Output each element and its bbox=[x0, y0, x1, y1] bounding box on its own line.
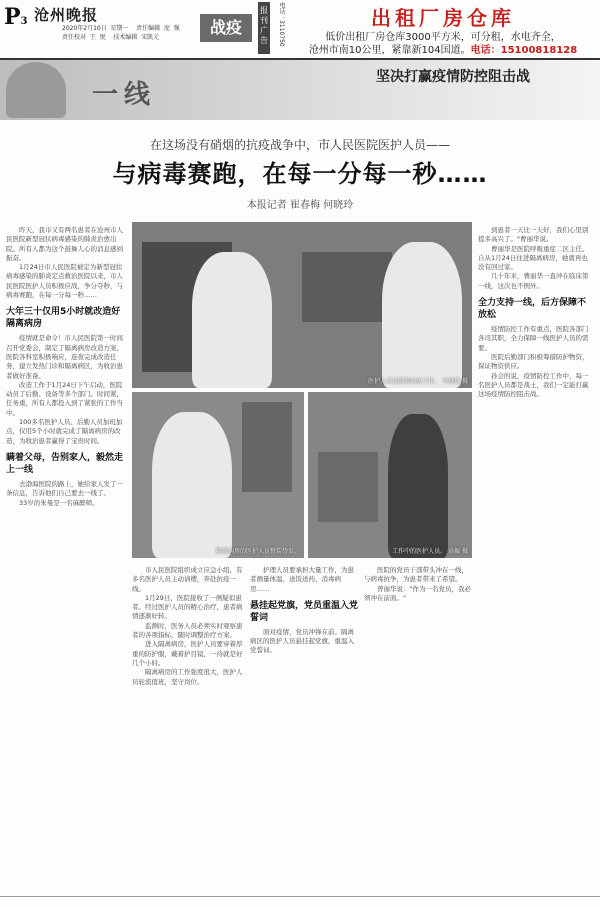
subheading: 悬挂起党旗，党员重温入党誓词 bbox=[250, 600, 358, 623]
masthead bbox=[0, 0, 600, 60]
paragraph: 1月29日，医院接收了一例疑似患者。经过医护人员的精心治疗，患者病情逐渐好转。 bbox=[132, 593, 243, 621]
paragraph: 医院后勤部门积极筹措防护物资，保证物资供应。 bbox=[478, 352, 589, 371]
text-column-5 bbox=[478, 226, 594, 894]
photo-ward-staff bbox=[132, 392, 304, 558]
text-column-1 bbox=[6, 226, 124, 894]
page-number: P3 bbox=[4, 4, 28, 30]
paragraph: 医院的党员干部带头冲在一线，与病毒抗争，为患者带来了希望。 bbox=[364, 566, 468, 584]
banner-figure-image bbox=[6, 62, 66, 118]
ad-line-2-text: 沧州市南10公里，紧靠新104国道。 bbox=[308, 45, 471, 56]
paragraph: 疫情防控工作有重点，医院各部门各司其职，全力保障一线医护人员的需要。 bbox=[478, 325, 589, 352]
paragraph: 面对疫情，党员冲锋在前。隔离病区的医护人员悬挂起党旗，重温入党誓词。 bbox=[250, 627, 354, 655]
article-byline: 本报记者 崔春梅 何晓玲 bbox=[246, 200, 354, 211]
paragraph: 隔离病房的工作强度很大，医护人员轮流值班，坚守岗位。 bbox=[132, 668, 243, 686]
paragraph: 昨天，我市又有两名患者在沧州市人民医院新型冠状病毒感染的肺炎治愈出院。所有人都为这个鼓舞人心的消息感到振奋。 bbox=[6, 226, 123, 262]
photo-monitor bbox=[302, 252, 392, 322]
classified-ad bbox=[290, 2, 596, 54]
photo-equipment bbox=[242, 402, 292, 492]
photo-staff-figure bbox=[388, 414, 448, 558]
paragraph: 改造工作于1月24日下午启动，医院动员了后勤、设备等多个部门。时间紧，任务重，所有人都投入到了紧张的工作当中。 bbox=[6, 380, 123, 417]
photo-nurse-figure bbox=[192, 252, 272, 388]
article-kicker: 在这场没有硝烟的抗疫战争中，市人民医院医护人员—— bbox=[149, 138, 450, 152]
paragraph: 进入隔离病房，医护人员要穿着厚重的防护服，戴着护目镜，一待就是好几个小时。 bbox=[132, 640, 243, 667]
paragraph: 几十年来，曹丽华一直冲在临床第一线，这次也不例外。 bbox=[478, 272, 589, 290]
photo-corridor-staff bbox=[308, 392, 472, 558]
subheading: 瞒着父母，告别家人，毅然走上一线 bbox=[6, 452, 124, 475]
ad-title: 出租厂房仓库 bbox=[371, 6, 515, 30]
paragraph: 100多名医护人员、后勤人员加班加点，仅用5个小时就完成了隔离病房的改造，为收治患者赢得了宝贵时间。 bbox=[6, 418, 123, 445]
photo-caption: 医护人员在隔离病房工作。 李进修 摄 bbox=[368, 378, 468, 385]
photo-nurse-figure bbox=[152, 412, 232, 558]
ad-tag: 报刊广告 bbox=[258, 2, 270, 54]
subheading: 全力支持一线，后方保障不放松 bbox=[478, 298, 587, 321]
ad-phone: 电话：3110750 bbox=[278, 2, 285, 47]
meta-line-2: 责任校对 王 悦 技术编辑 宋凯元 bbox=[62, 34, 160, 41]
photo-icu-staff bbox=[132, 222, 472, 388]
text-column-2 bbox=[132, 566, 244, 894]
paragraph: 曹丽华是医院呼吸重症二区主任。自从1月24日住进隔离病房，她就再也没有回过家。 bbox=[478, 244, 589, 272]
photo-doctor-figure bbox=[382, 242, 462, 388]
edition-meta bbox=[62, 24, 180, 42]
ad-line-1: 低价出租厂房仓库3000平方米，可分租，水电齐全， bbox=[325, 32, 561, 43]
ad-line-2 bbox=[290, 44, 596, 57]
paragraph: 到患者一天比一天好，我们心里别提多高兴了。"曹丽华说。 bbox=[478, 226, 589, 244]
paragraph: 监测时，医务人员必须实时观察患者的各项指标，随时调整治疗方案。 bbox=[132, 621, 243, 640]
banner-slogan: 坚决打赢疫情防控阻击战 bbox=[376, 69, 530, 85]
ad-phone-number: 电话：15100818128 bbox=[470, 45, 578, 56]
photo-cart bbox=[318, 452, 378, 522]
paragraph: 33岁的朱曼是一名麻醉师。 bbox=[19, 498, 99, 507]
paragraph: 曾丽华说："作为一名党员，我必须冲在前面。" bbox=[364, 584, 471, 602]
text-column-4 bbox=[364, 566, 472, 894]
banner-title: 一线 bbox=[92, 80, 157, 110]
paragraph: 市人民医院组织成立应急小组，有多名医护人员主动请缨，奔赴抗疫一线。 bbox=[132, 566, 243, 593]
section-label: 战疫 bbox=[200, 14, 252, 42]
photo-caption: 工作中的医护人员。 高振 摄 bbox=[392, 548, 468, 555]
paragraph: 去渤海医院的路上，她给家人发了一条信息，告诉他们自己要去一线了。 bbox=[6, 479, 123, 498]
meta-line-1: 2020年2月10日 星期一 责任编辑 庞 强 bbox=[62, 25, 180, 32]
paragraph: 护理人员要承担大量工作，为患者测量体温、送饭送药、消毒病房…… bbox=[250, 566, 354, 593]
paper-name: 沧州晚报 bbox=[34, 6, 99, 24]
subheading: 大年三十仅用5小时就改造好隔离病房 bbox=[6, 307, 121, 330]
photo-caption: 隔离病房的医护人员整装待发。 bbox=[215, 548, 300, 555]
paragraph: 疫情就是命令！市人民医院第一时间召开党委会，制定了隔离病房改造方案。医院各科室积极响应，连夜完成改造任务，建立发热门诊和隔离病区，为收治患者做好准备。 bbox=[6, 334, 123, 380]
paragraph: 1月24日市人民医院被定为新型冠状病毒感染的肺炎定点救治医院以来，市人民医院医护人员积极应战，争分夺秒，与病毒赛跑，在每一分每一秒…… bbox=[6, 263, 123, 300]
article-headline: 与病毒赛跑，在每一分每一秒…… bbox=[112, 160, 488, 188]
paragraph: 孙会的说，疫情防控工作中，每一名医护人员都是战士，我们一定能打赢这场疫情防控阻击战。 bbox=[478, 371, 589, 399]
page-bottom-rule bbox=[0, 896, 600, 897]
text-column-3 bbox=[250, 566, 358, 894]
